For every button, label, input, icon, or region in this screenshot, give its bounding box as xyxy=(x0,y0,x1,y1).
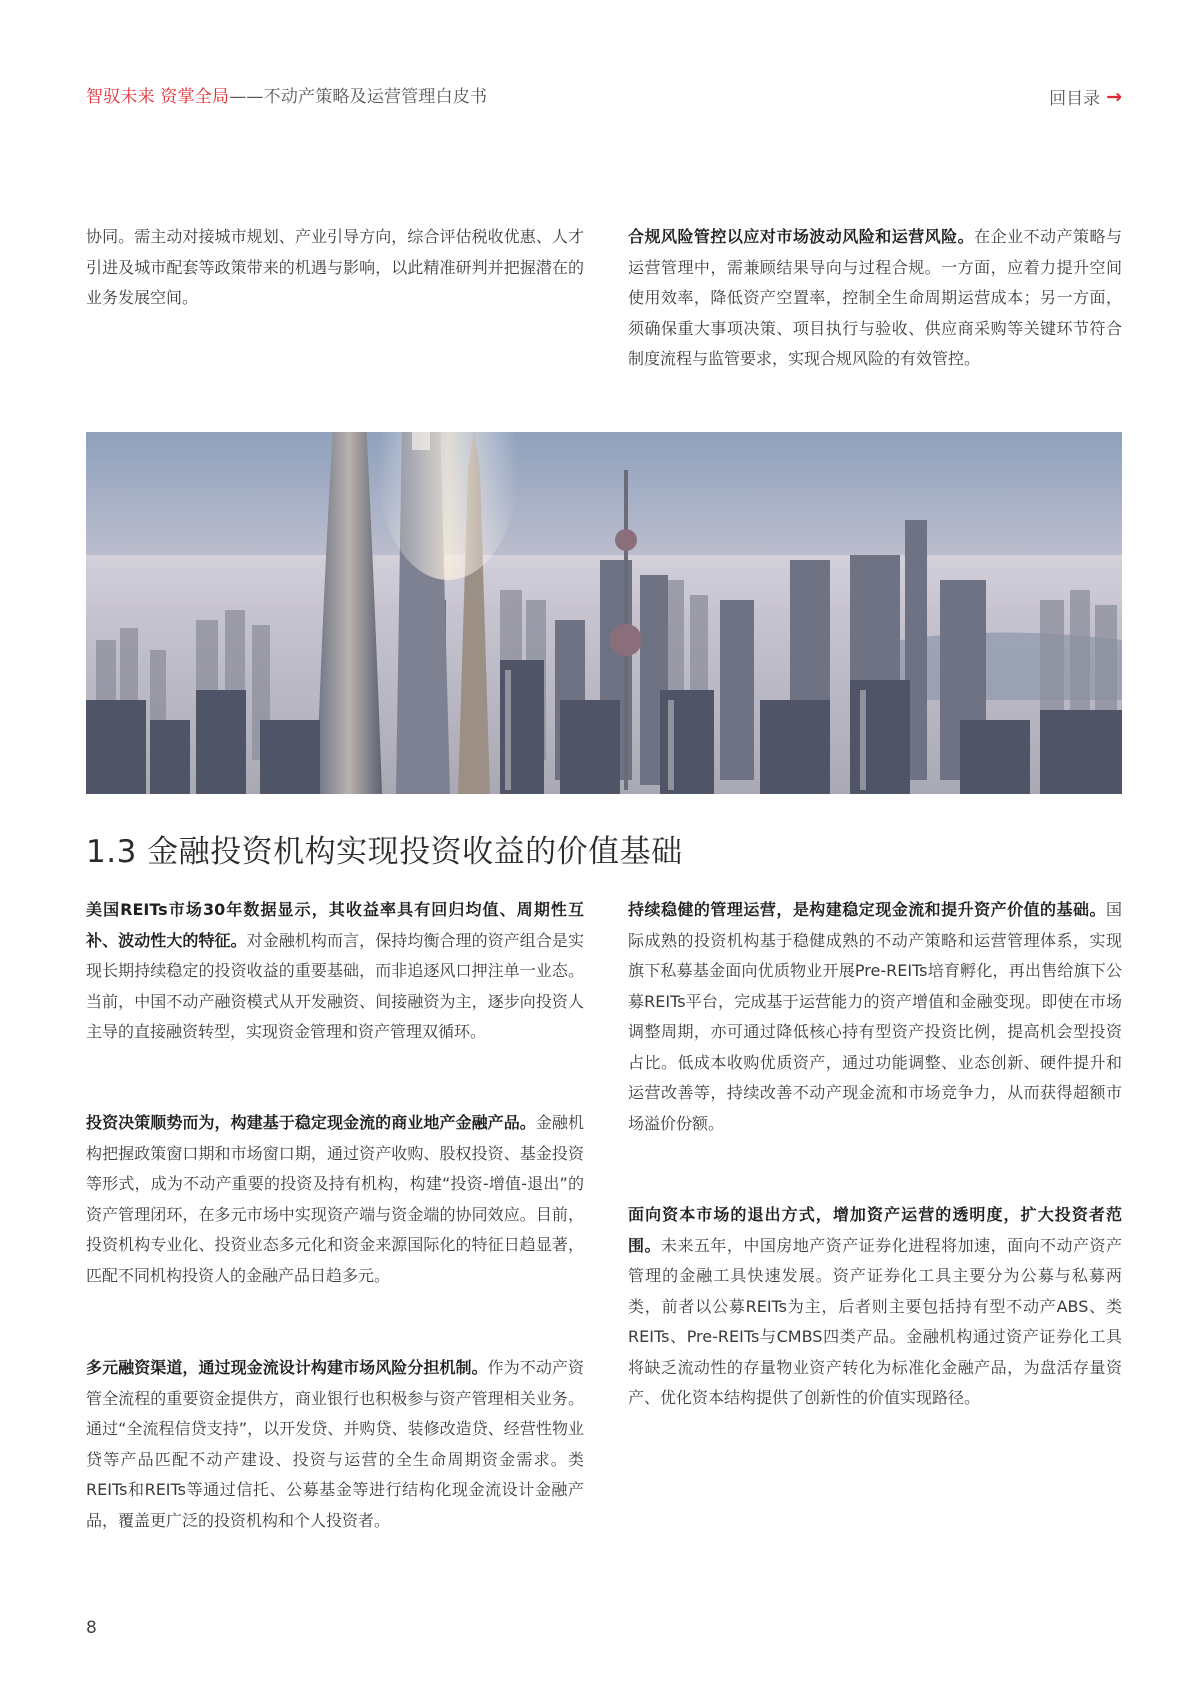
left-paragraph-2-text: 金融机构把握政策窗口期和市场窗口期，通过资产收购、股权投资、基金投资等形式，成为不动产重要的投资及持有机构，构建“投资-增值-退出”的资产管理闭环，在多元市场中实现资产端与资金端的协同效应。目前，投资机构专业化、投资业态多元化和资金来源国际化的特征日趋显著，匹配不同机构投资人的金融产品日趋多元。 xyxy=(86,1113,584,1285)
header-title-rest: ——不动产策略及运营管理白皮书 xyxy=(229,87,488,107)
top-left-text: 协同。需主动对接城市规划、产业引导方向，综合评估税收优惠、人才引进及城市配套等政策带来的机遇与影响，以此精准研判并把握潜在的业务发展空间。 xyxy=(86,227,584,307)
left-paragraph-3-bold: 多元融资渠道，通过现金流设计构建市场风险分担机制。 xyxy=(86,1358,488,1377)
running-header xyxy=(86,82,487,107)
right-paragraph-1-bold: 持续稳健的管理运营，是构建稳定现金流和提升资产价值的基础。 xyxy=(628,900,1106,919)
top-right-paragraph xyxy=(628,222,1122,375)
right-paragraph-2-bold: 面向资本市场的退出方式，增加资产运营的透明度，扩大投资者范围。 xyxy=(628,1205,1122,1255)
back-to-contents-label: 回目录 xyxy=(1049,89,1101,109)
right-paragraph-2 xyxy=(628,1200,1122,1414)
right-paragraph-1 xyxy=(628,895,1122,1139)
left-paragraph-1 xyxy=(86,895,584,1048)
page-number: 8 xyxy=(86,1618,97,1638)
left-paragraph-3 xyxy=(86,1353,584,1536)
arrow-right-icon: → xyxy=(1106,85,1122,108)
left-paragraph-2-bold: 投资决策顺势而为，构建基于稳定现金流的商业地产金融产品。 xyxy=(86,1113,536,1132)
top-right-bold: 合规风险管控以应对市场波动风险和运营风险。 xyxy=(628,227,975,246)
top-right-text: 在企业不动产策略与运营管理中，需兼顾结果导向与过程合规。一方面，应着力提升空间使用效率，降低资产空置率，控制全生命周期运营成本；另一方面，须确保重大事项决策、项目执行与验收、供应商采购等关键环节符合制度流程与监管要求，实现合规风险的有效管控。 xyxy=(628,227,1122,368)
top-left-paragraph xyxy=(86,222,584,314)
section-title: 1.3 金融投资机构实现投资收益的价值基础 xyxy=(86,834,683,870)
left-paragraph-2 xyxy=(86,1108,584,1291)
right-paragraph-1-text: 国际成熟的投资机构基于稳健成熟的不动产策略和运营管理体系，实现旗下私募基金面向优质物业开展Pre-REITs培育孵化，再出售给旗下公募REITs平台，完成基于运营能力的资产增值和金融变现。即使在市场调整周期，亦可通过降低核心持有型资产投资比例，提高机会型投资占比。低成本收购优质资产，通过功能调整、业态创新、硬件提升和运营改善等，持续改善不动产现金流和市场竞争力，从而获得超额市场溢价份额。 xyxy=(628,900,1122,1133)
right-paragraph-2-text: 未来五年，中国房地产资产证券化进程将加速，面向不动产资产管理的金融工具快速发展。资产证券化工具主要分为公募与私募两类，前者以公募REITs为主，后者则主要包括持有型不动产ABS、类REITs、Pre-REITs与CMBS四类产品。金融机构通过资产证券化工具将缺乏流动性的存量物业资产转化为标准化金融产品，为盘活存量资产、优化资本结构提供了创新性的价值实现路径。 xyxy=(628,1235,1122,1407)
back-to-contents-link[interactable] xyxy=(1049,84,1122,109)
left-paragraph-1-bold: 美国REITs市场30年数据显示，其收益率具有回归均值、周期性互补、波动性大的特征。 xyxy=(86,900,584,950)
left-paragraph-3-text: 作为不动产资管全流程的重要资金提供方，商业银行也积极参与资产管理相关业务。通过“全流程信贷支持”，以开发贷、并购贷、装修改造贷、经营性物业贷等产品匹配不动产建设、投资与运营的全生命周期资金需求。类REITs和REITs等通过信托、公募基金等进行结构化现金流设计金融产品，覆盖更广泛的投资机构和个人投资者。 xyxy=(86,1358,584,1530)
header-title-accent: 智驭未来 资掌全局 xyxy=(86,87,230,107)
left-paragraph-1-text: 对金融机构而言，保持均衡合理的资产组合是实现长期持续稳定的投资收益的重要基础，而非追逐风口押注单一业态。当前，中国不动产融资模式从开发融资、间接融资为主，逐步向投资人主导的直接融资转型，实现资金管理和资产管理双循环。 xyxy=(86,930,584,1041)
